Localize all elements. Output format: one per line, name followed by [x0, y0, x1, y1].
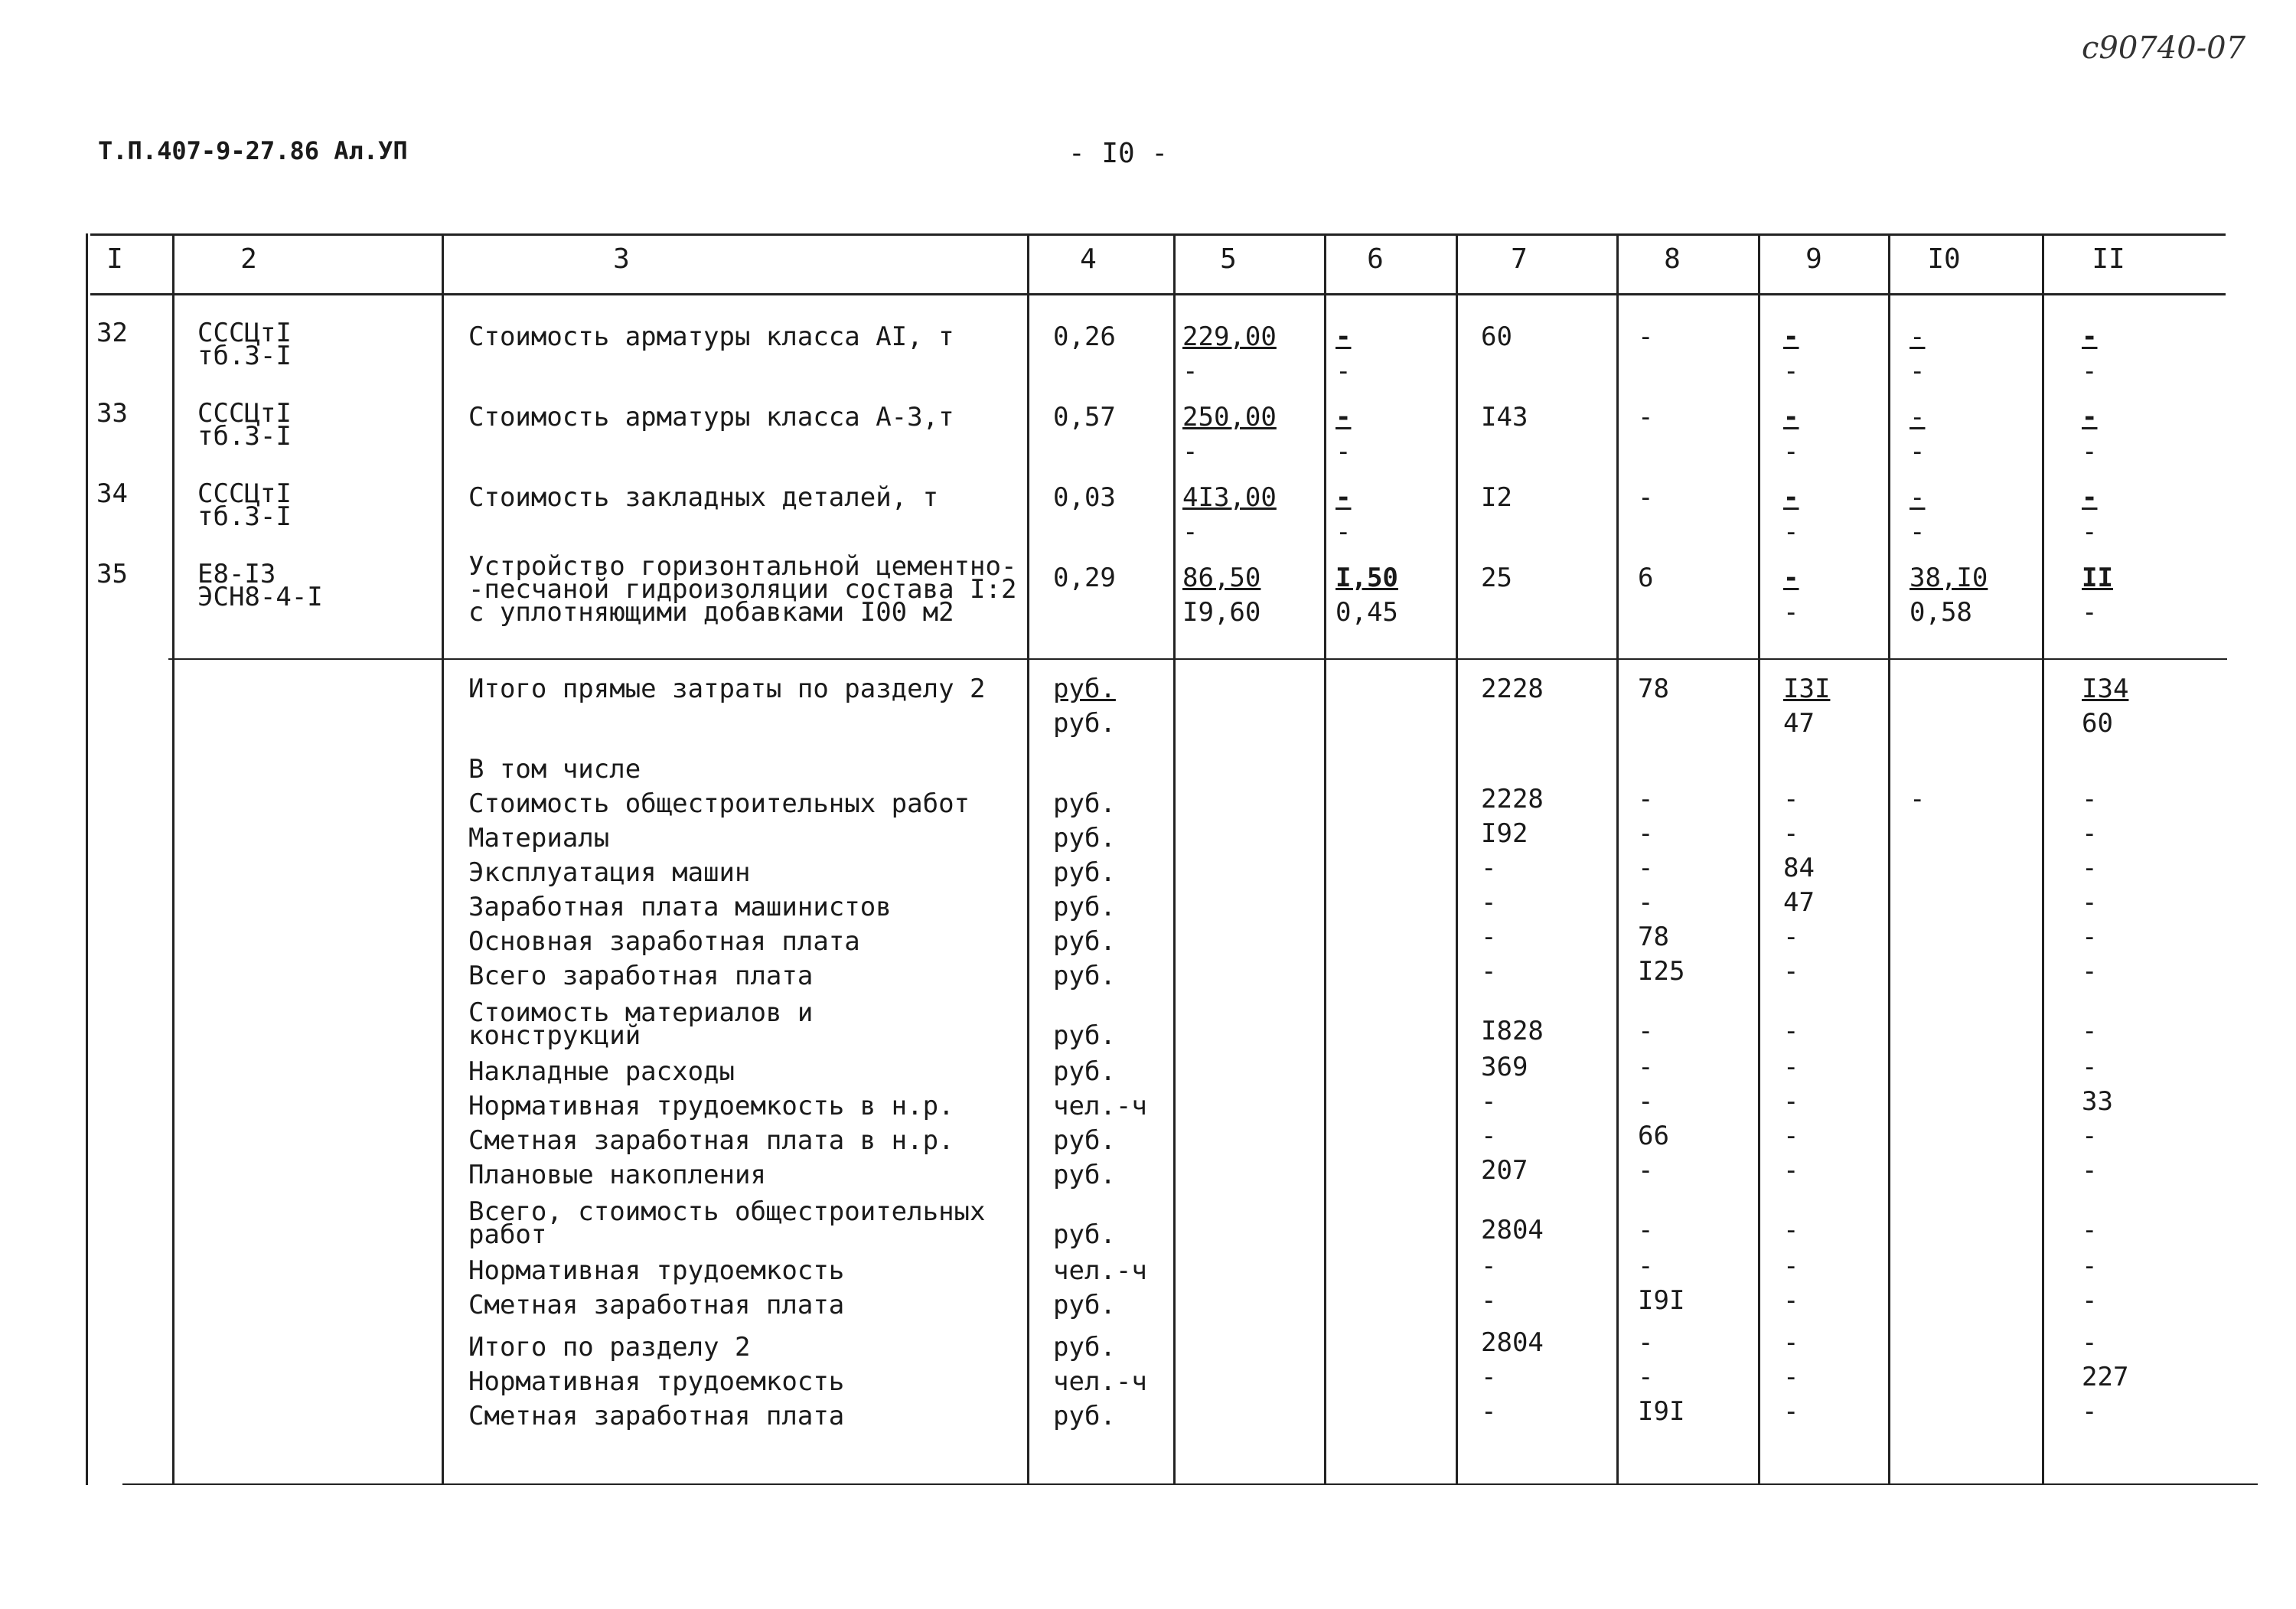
line-col11: - [2082, 922, 2098, 952]
col-line-10 [2042, 233, 2044, 1485]
total-col11-b: 60 [2082, 708, 2113, 739]
line-label: Накладные расходы [468, 1056, 735, 1087]
row-col11-b: - [2082, 517, 2098, 547]
col-header-2: 2 [240, 243, 257, 275]
row-col8: - [1638, 482, 1654, 513]
line-col8: - [1638, 1155, 1654, 1186]
total-unit-a: руб. [1053, 674, 1116, 704]
line-col8: I25 [1638, 956, 1685, 987]
col-line-7 [1616, 233, 1619, 1485]
line-label: Плановые накопления [468, 1160, 766, 1190]
row-quantity: 0,26 [1053, 321, 1116, 352]
total-col7: 2228 [1481, 674, 1544, 704]
row-col6-b: - [1336, 356, 1352, 387]
row-col5-a: 4I3,00 [1182, 482, 1277, 513]
row-col5-a: 229,00 [1182, 321, 1277, 352]
row-col10-a: - [1910, 482, 1926, 513]
row-code-line1: Е8-I3 [197, 559, 276, 589]
row-col11-a: - [2082, 402, 2098, 432]
line-col11: - [2082, 1396, 2098, 1427]
line-col9: - [1783, 922, 1799, 952]
line-col9: - [1783, 1396, 1799, 1427]
row-number: 35 [96, 559, 128, 589]
line-unit: руб. [1053, 823, 1116, 853]
line-col11: - [2082, 1016, 2098, 1046]
line-col7: 2228 [1481, 784, 1544, 814]
line-col11: - [2082, 1251, 2098, 1281]
row-col8: - [1638, 321, 1654, 352]
line-col7: - [1481, 1121, 1497, 1151]
row-description-line3: с уплотняющими добавками I00 м2 [468, 597, 954, 628]
total-unit-b: руб. [1053, 708, 1116, 739]
row-description-line1: Устройство горизонтальной цементно- [468, 551, 1017, 582]
line-unit: руб. [1053, 1160, 1116, 1190]
line-col9: - [1783, 956, 1799, 987]
line-col11: - [2082, 784, 2098, 814]
row-col5-a: 86,50 [1182, 563, 1261, 593]
line-col7: - [1481, 887, 1497, 918]
line-unit: руб. [1053, 961, 1116, 991]
row-col7: I2 [1481, 482, 1512, 513]
col-header-10: I0 [1927, 243, 1961, 275]
row-description: Стоимость арматуры класса А-3,т [468, 402, 954, 432]
line-label: Эксплуатация машин [468, 857, 751, 888]
line-col9: - [1783, 1155, 1799, 1186]
row-col6-b: 0,45 [1336, 597, 1398, 628]
line-col9: - [1783, 1327, 1799, 1358]
line-label: Сметная заработная плата [468, 1290, 845, 1320]
line-col8: - [1638, 1362, 1654, 1392]
row-number: 33 [96, 398, 128, 429]
line-label: Сметная заработная плата в н.р. [468, 1125, 954, 1156]
line-col9: - [1783, 1052, 1799, 1082]
row-code-line2: тб.3-I [197, 501, 292, 532]
line-col11: 227 [2082, 1362, 2129, 1392]
line-col7: - [1481, 956, 1497, 987]
col-header-4: 4 [1080, 243, 1097, 275]
line-col7: 207 [1481, 1155, 1528, 1186]
line-col9: - [1783, 1215, 1799, 1245]
row-col9-b: - [1783, 436, 1799, 467]
col-header-11: II [2092, 243, 2125, 275]
line-col7: 369 [1481, 1052, 1528, 1082]
line-col8: - [1638, 887, 1654, 918]
line-col8: - [1638, 818, 1654, 849]
line-col11: - [2082, 956, 2098, 987]
row-col11-a: - [2082, 321, 2098, 352]
row-col11-a: - [2082, 482, 2098, 513]
total-col8: 78 [1638, 674, 1669, 704]
col-line-2 [442, 233, 444, 1485]
line-unit: руб. [1053, 1020, 1116, 1051]
col-line-3 [1027, 233, 1029, 1485]
section-rule [168, 658, 2227, 660]
col-header-5: 5 [1220, 243, 1237, 275]
line-col8: - [1638, 1016, 1654, 1046]
total-label: Итого прямые затраты по разделу 2 [468, 674, 986, 704]
col-line-1 [172, 233, 174, 1485]
row-col7: I43 [1481, 402, 1528, 432]
row-col11-b: - [2082, 597, 2098, 628]
line-col11: - [2082, 1052, 2098, 1082]
line-col8: 78 [1638, 922, 1669, 952]
row-code-line2: тб.3-I [197, 341, 292, 371]
line-col11: - [2082, 818, 2098, 849]
col-line-4 [1173, 233, 1176, 1485]
row-col10-b: - [1910, 436, 1926, 467]
line-col9: - [1783, 1086, 1799, 1117]
line-col8: I9I [1638, 1396, 1685, 1427]
total-col11-a: I34 [2082, 674, 2129, 704]
line-label: Всего заработная плата [468, 961, 814, 991]
row-quantity: 0,03 [1053, 482, 1116, 513]
line-label: Нормативная трудоемкость [468, 1255, 845, 1286]
line-unit: руб. [1053, 1332, 1116, 1363]
line-unit: руб. [1053, 1056, 1116, 1087]
col-header-3: 3 [613, 243, 630, 275]
row-code-line2: ЭСН8-4-I [197, 582, 323, 612]
line-col8: - [1638, 1052, 1654, 1082]
line-unit: руб. [1053, 1219, 1116, 1250]
row-col8: - [1638, 402, 1654, 432]
line-label: Стоимость материалов и [468, 997, 814, 1028]
line-label-cont: конструкций [468, 1020, 641, 1051]
row-col6-b: - [1336, 436, 1352, 467]
line-col7: I92 [1481, 818, 1528, 849]
line-label: Материалы [468, 823, 610, 853]
line-label: Нормативная трудоемкость в н.р. [468, 1091, 954, 1121]
row-col10-a: - [1910, 321, 1926, 352]
including-label: В том числе [468, 754, 641, 785]
col-line-9 [1888, 233, 1890, 1485]
line-label: Заработная плата машинистов [468, 892, 892, 922]
row-col10-b: 0,58 [1910, 597, 1972, 628]
row-col5-b: - [1182, 517, 1199, 547]
col-line-6 [1456, 233, 1458, 1485]
document-code: Т.П.407-9-27.86 Ал.УП [98, 136, 408, 165]
line-col9: - [1783, 784, 1799, 814]
line-unit: чел.-ч [1053, 1091, 1147, 1121]
header-bottom-rule [90, 293, 2226, 295]
row-col9-a: - [1783, 402, 1799, 432]
table-top-rule [90, 233, 2226, 236]
row-code-line1: СССЦтI [197, 478, 292, 509]
row-quantity: 0,29 [1053, 563, 1116, 593]
line-col7: - [1481, 1362, 1497, 1392]
row-col6-a: I,50 [1336, 563, 1398, 593]
line-label: Основная заработная плата [468, 926, 860, 957]
row-col8: 6 [1638, 563, 1654, 593]
line-col11: - [2082, 1155, 2098, 1186]
row-col11-a: II [2082, 563, 2113, 593]
row-col5-b: I9,60 [1182, 597, 1261, 628]
row-col6-a: - [1336, 402, 1352, 432]
row-col9-a: - [1783, 563, 1799, 593]
line-col7: I828 [1481, 1016, 1544, 1046]
row-col9-a: - [1783, 482, 1799, 513]
row-col6-b: - [1336, 517, 1352, 547]
line-unit: чел.-ч [1053, 1366, 1147, 1397]
line-col8: - [1638, 1215, 1654, 1245]
line-label: Всего, стоимость общестроительных [468, 1196, 986, 1227]
line-label: Сметная заработная плата [468, 1401, 845, 1431]
line-col7: - [1481, 1251, 1497, 1281]
total-col9-b: 47 [1783, 708, 1815, 739]
line-col11: - [2082, 1215, 2098, 1245]
row-col7: 60 [1481, 321, 1512, 352]
row-number: 32 [96, 318, 128, 348]
col-line-8 [1758, 233, 1760, 1485]
row-col5-b: - [1182, 356, 1199, 387]
row-description-line2: -песчаной гидроизоляции состава I:2 [468, 574, 1017, 605]
line-col8: - [1638, 1086, 1654, 1117]
row-col9-b: - [1783, 517, 1799, 547]
line-unit: чел.-ч [1053, 1255, 1147, 1286]
line-col11: - [2082, 1285, 2098, 1316]
row-quantity: 0,57 [1053, 402, 1116, 432]
line-unit: руб. [1053, 788, 1116, 819]
col-header-6: 6 [1367, 243, 1384, 275]
line-col7: 2804 [1481, 1327, 1544, 1358]
line-col9: - [1783, 1251, 1799, 1281]
line-label: Стоимость общестроительных работ [468, 788, 970, 819]
row-col10-a: 38,I0 [1910, 563, 1988, 593]
line-col11: - [2082, 853, 2098, 883]
row-col6-a: - [1336, 321, 1352, 352]
row-code-line1: СССЦтI [197, 398, 292, 429]
line-unit: руб. [1053, 926, 1116, 957]
row-col10-a: - [1910, 402, 1926, 432]
line-col9: - [1783, 1362, 1799, 1392]
row-col10-b: - [1910, 356, 1926, 387]
row-col11-b: - [2082, 356, 2098, 387]
line-col8: - [1638, 1327, 1654, 1358]
col-header-8: 8 [1664, 243, 1681, 275]
line-col7: 2804 [1481, 1215, 1544, 1245]
row-col9-a: - [1783, 321, 1799, 352]
line-col7: - [1481, 1396, 1497, 1427]
line-col7: - [1481, 1086, 1497, 1117]
row-col9-b: - [1783, 597, 1799, 628]
line-unit: руб. [1053, 1290, 1116, 1320]
row-col6-a: - [1336, 482, 1352, 513]
line-col8: - [1638, 853, 1654, 883]
row-code-line1: СССЦтI [197, 318, 292, 348]
line-col9: - [1783, 1285, 1799, 1316]
line-col9: 47 [1783, 887, 1815, 918]
line-col9: - [1783, 1121, 1799, 1151]
row-description: Стоимость арматуры класса AI, т [468, 321, 954, 352]
row-col5-b: - [1182, 436, 1199, 467]
line-col11: - [2082, 887, 2098, 918]
col-line-5 [1324, 233, 1326, 1485]
line-col8: - [1638, 1251, 1654, 1281]
row-col10-b: - [1910, 517, 1926, 547]
line-col9: 84 [1783, 853, 1815, 883]
line-col10: - [1910, 784, 1926, 814]
row-code-line2: тб.3-I [197, 421, 292, 452]
col-header-7: 7 [1511, 243, 1528, 275]
row-description: Стоимость закладных деталей, т [468, 482, 939, 513]
col-header-1: I [106, 243, 123, 275]
line-unit: руб. [1053, 892, 1116, 922]
page-number: - I0 - [1068, 138, 1169, 169]
line-label-cont: работ [468, 1219, 547, 1250]
line-col8: 66 [1638, 1121, 1669, 1151]
line-unit: руб. [1053, 857, 1116, 888]
line-col9: - [1783, 818, 1799, 849]
total-col9-a: I3I [1783, 674, 1831, 704]
line-unit: руб. [1053, 1125, 1116, 1156]
line-col11: - [2082, 1327, 2098, 1358]
line-unit: руб. [1053, 1401, 1116, 1431]
col-line-0 [86, 233, 88, 1485]
archive-stamp: с90740-07 [2082, 31, 2246, 66]
line-col8: - [1638, 784, 1654, 814]
line-col7: - [1481, 1285, 1497, 1316]
line-col7: - [1481, 853, 1497, 883]
line-label: Итого по разделу 2 [468, 1332, 751, 1363]
line-col9: - [1783, 1016, 1799, 1046]
row-col7: 25 [1481, 563, 1512, 593]
line-label: Нормативная трудоемкость [468, 1366, 845, 1397]
row-number: 34 [96, 478, 128, 509]
line-col8: I9I [1638, 1285, 1685, 1316]
line-col7: - [1481, 922, 1497, 952]
line-col11: - [2082, 1121, 2098, 1151]
row-col9-b: - [1783, 356, 1799, 387]
row-col11-b: - [2082, 436, 2098, 467]
line-col11: 33 [2082, 1086, 2113, 1117]
row-col5-a: 250,00 [1182, 402, 1277, 432]
col-header-9: 9 [1805, 243, 1822, 275]
